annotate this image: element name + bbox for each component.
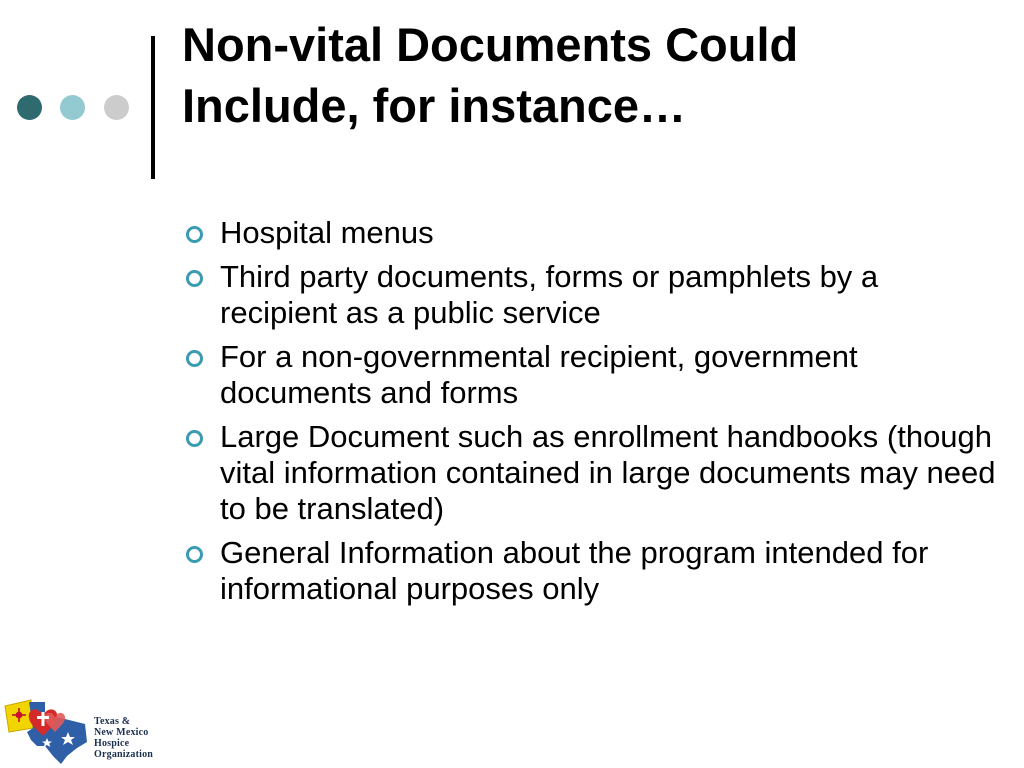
logo-line: Texas & bbox=[94, 716, 131, 727]
bullet-text: Hospital menus bbox=[220, 215, 434, 250]
logo-line: Hospice bbox=[94, 738, 130, 749]
logo-text bbox=[94, 716, 153, 760]
ring-bullet-icon bbox=[186, 350, 203, 367]
bullet-item bbox=[186, 215, 996, 251]
title-line-2: Include, for instance… bbox=[182, 79, 687, 132]
title-line-1: Non-vital Documents Could bbox=[182, 18, 799, 71]
bullet-item bbox=[186, 259, 996, 331]
bullet-item bbox=[186, 535, 996, 607]
ring-bullet-icon bbox=[186, 226, 203, 243]
bullet-item bbox=[186, 339, 996, 411]
logo-line: Organization bbox=[94, 749, 154, 760]
ring-bullet-icon bbox=[186, 430, 203, 447]
ring-bullet-icon bbox=[186, 270, 203, 287]
title-divider bbox=[151, 36, 155, 179]
slide-title bbox=[182, 14, 1002, 136]
bullet-text: Third party documents, forms or pamphlets by a recipient as a public service bbox=[220, 259, 879, 330]
gray-dot bbox=[104, 95, 129, 120]
bullet-item bbox=[186, 419, 996, 527]
bullet-text: General Information about the program intended for informational purposes only bbox=[220, 535, 929, 606]
dark-teal-dot bbox=[17, 95, 42, 120]
bullet-text: For a non-governmental recipient, government documents and forms bbox=[220, 339, 858, 410]
bullet-list bbox=[186, 215, 996, 615]
bullet-text: Large Document such as enrollment handbooks (though vital information contained in large documents may need to be translated) bbox=[220, 419, 996, 526]
ring-bullet-icon bbox=[186, 546, 203, 563]
light-teal-dot bbox=[60, 95, 85, 120]
logo-line: New Mexico bbox=[94, 727, 149, 738]
